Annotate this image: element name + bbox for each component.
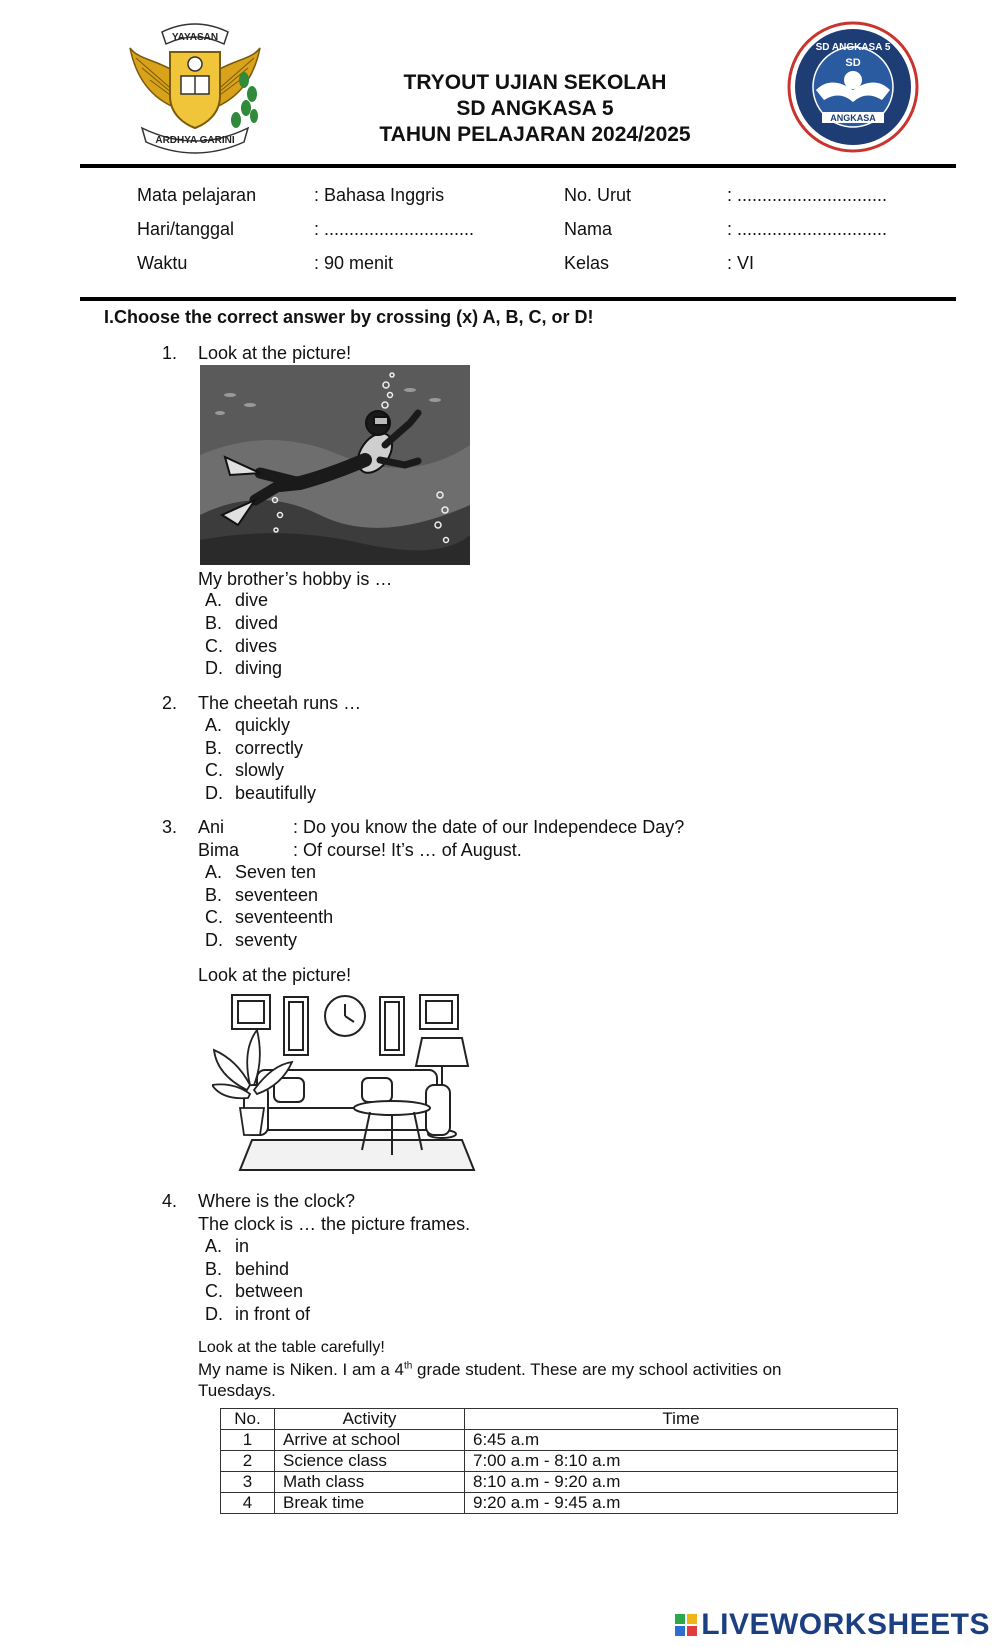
cell-no: 3 [221,1472,275,1493]
logo-right-ring-text: SD ANGKASA 5 [815,42,891,53]
option-letter: C. [205,760,223,780]
label-waktu: Waktu [137,253,188,273]
q1-option-d[interactable] [205,658,282,679]
title-line-3: TAHUN PELAJARAN 2024/2025 [379,123,691,146]
option-text: seventy [235,930,298,950]
option-text: beautifully [235,783,317,803]
option-text: seventeen [235,885,319,905]
question-2-number: 2. [162,693,178,713]
header-activity: Activity [275,1409,465,1430]
cell-time: 9:20 a.m - 9:45 a.m [465,1493,898,1514]
option-text: in front of [235,1304,311,1324]
option-text: between [235,1281,304,1301]
value-no-urut[interactable]: : .............................. [727,185,888,205]
q3-option-d[interactable] [205,930,297,951]
cell-time: 8:10 a.m - 9:20 a.m [465,1472,898,1493]
intro-text-a: My name is Niken. I am a 4 [198,1360,404,1379]
cell-no: 1 [221,1430,275,1451]
q3-option-c[interactable] [205,907,333,928]
cell-time: 6:45 a.m [465,1430,898,1451]
option-letter: A. [205,715,223,735]
table-intro-line-2 [198,1360,781,1380]
living-room-picture [212,990,492,1180]
q1-option-a[interactable] [205,590,268,611]
option-letter: A. [205,590,223,610]
option-text: in [235,1236,250,1256]
logo-right-band-text: ANGKASA [830,113,876,123]
label-nama: Nama [564,219,613,239]
value-hari-tanggal[interactable]: : .............................. [314,219,475,239]
dialog-speaker-bima: Bima [198,840,240,860]
q2-option-b[interactable] [205,738,303,759]
question-1-stem: My brother’s hobby is … [198,569,393,589]
label-hari-tanggal: Hari/tanggal [137,219,235,239]
option-letter: D. [205,658,223,678]
intro-text-b: grade student. These are my school activities on [412,1360,782,1379]
q3-option-a[interactable] [205,862,316,883]
dialog-line-ani: : Do you know the date of our Independece Day? [293,817,685,837]
title-line-1: TRYOUT UJIAN SEKOLAH [403,71,667,94]
option-text: seventeenth [235,907,334,927]
q2-option-c[interactable] [205,760,284,781]
brand-text: LIVEWORKSHEETS [701,1608,990,1641]
value-waktu: : 90 menit [314,253,394,273]
question-4-question: Where is the clock? [198,1191,356,1211]
table-intro-line-1: Look at the table carefully! [198,1339,385,1356]
logo-right-center-text: SD [845,57,861,69]
question-1-intro: Look at the picture! [198,343,352,363]
info-divider [80,297,956,301]
cell-activity: Break time [275,1493,465,1514]
label-kelas: Kelas [564,253,610,273]
q4-option-b[interactable] [205,1259,289,1280]
cell-activity: Arrive at school [275,1430,465,1451]
header-divider [80,164,956,168]
brand-blocks-icon [675,1614,697,1636]
q3-option-b[interactable] [205,885,318,906]
value-nama[interactable]: : .............................. [727,219,888,239]
q1-option-c[interactable] [205,636,277,657]
option-text: dived [235,613,279,633]
option-text: slowly [235,760,285,780]
option-text: dive [235,590,269,610]
option-letter: B. [205,1259,223,1279]
q4-option-d[interactable] [205,1304,310,1325]
cell-no: 4 [221,1493,275,1514]
option-letter: B. [205,885,223,905]
option-letter: D. [205,1304,223,1324]
value-mata-pelajaran: : Bahasa Inggris [314,185,445,205]
intro-superscript: th [403,1360,413,1372]
cell-no: 2 [221,1451,275,1472]
question-4-number: 4. [162,1191,178,1211]
table-intro-line-3: Tuesdays. [198,1381,276,1400]
liveworksheets-brand[interactable] [675,1608,990,1642]
header-no: No. [221,1409,275,1430]
question-2-stem: The cheetah runs … [198,693,362,713]
question-1-number: 1. [162,343,178,363]
option-letter: C. [205,907,223,927]
option-letter: A. [205,1236,223,1256]
q1-option-b[interactable] [205,613,278,634]
section-instructions: I.Choose the correct answer by crossing (x) A, B, C, or D! [104,307,594,327]
dialog-speaker-ani: Ani [198,817,225,837]
label-no-urut: No. Urut [564,185,632,205]
title-line-2: SD ANGKASA 5 [456,97,614,120]
sd-angkasa-logo [786,20,920,154]
diver-picture [200,365,470,565]
schedule-table [220,1408,898,1514]
look-at-picture-text: Look at the picture! [198,965,352,985]
option-text: correctly [235,738,304,758]
option-letter: B. [205,738,223,758]
option-text: quickly [235,715,291,735]
option-letter: A. [205,862,223,882]
label-mata-pelajaran: Mata pelajaran [137,185,257,205]
table-row [221,1430,898,1451]
option-letter: D. [205,930,223,950]
option-text: diving [235,658,283,678]
cell-activity: Science class [275,1451,465,1472]
q2-option-d[interactable] [205,783,316,804]
option-text: Seven ten [235,862,317,882]
table-header-row [221,1409,898,1430]
dialog-line-bima: : Of course! It’s … of August. [293,840,522,860]
logo-left-top-text: YAYASAN [171,32,219,43]
header-time: Time [465,1409,898,1430]
table-row [221,1451,898,1472]
cell-activity: Math class [275,1472,465,1493]
table-row [221,1493,898,1514]
cell-time: 7:00 a.m - 8:10 a.m [465,1451,898,1472]
question-4-stem: The clock is … the picture frames. [198,1214,471,1234]
table-row [221,1472,898,1493]
option-letter: B. [205,613,223,633]
logo-left-bottom-text: ARDHYA GARINI [155,135,235,146]
q2-option-a[interactable] [205,715,290,736]
value-kelas: : VI [727,253,755,273]
option-text: dives [235,636,278,656]
option-text: behind [235,1259,290,1279]
page-title [300,70,770,148]
option-letter: C. [205,636,223,656]
q4-option-a[interactable] [205,1236,249,1257]
option-letter: D. [205,783,223,803]
question-3-number: 3. [162,817,178,837]
option-letter: C. [205,1281,223,1301]
q4-option-c[interactable] [205,1281,303,1302]
yayasan-logo [126,18,264,154]
